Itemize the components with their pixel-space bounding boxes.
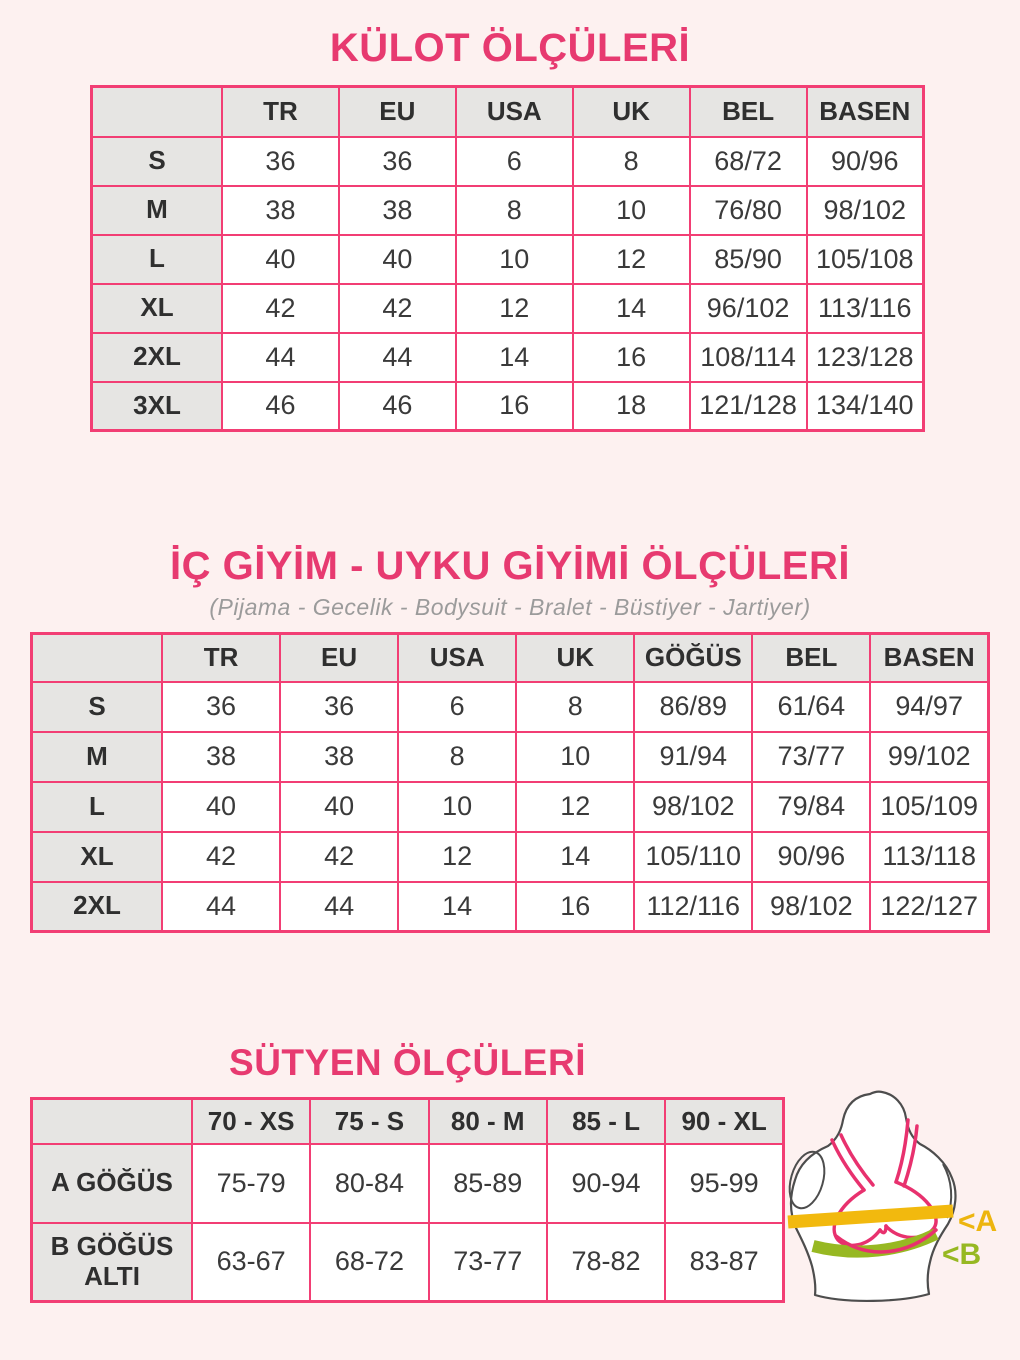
size-cell: 96/102 (690, 284, 807, 333)
size-cell: 42 (222, 284, 339, 333)
size-cell: 90/96 (752, 832, 870, 882)
table-row (32, 832, 989, 882)
size-cell: 8 (398, 732, 516, 782)
size-cell: 94/97 (870, 682, 988, 732)
corner-cell (92, 87, 223, 137)
size-cell: 86/89 (634, 682, 752, 732)
size-cell: 36 (222, 137, 339, 186)
underwear-section-subtitle: (Pijama - Gecelik - Bodysuit - Bralet - Büstiyer - Jartiyer) (209, 594, 811, 620)
size-cell: 46 (339, 382, 456, 431)
table-row (92, 382, 924, 431)
size-cell: 80-84 (310, 1144, 428, 1223)
row-label: L (92, 235, 223, 284)
size-cell: 98/102 (752, 882, 870, 932)
size-cell: 42 (339, 284, 456, 333)
column-header: GÖĞÜS (634, 634, 752, 682)
row-label: 2XL (92, 333, 223, 382)
column-header: 75 - S (310, 1099, 428, 1144)
size-cell: 6 (456, 137, 573, 186)
size-cell: 113/118 (870, 832, 988, 882)
column-header: TR (222, 87, 339, 137)
column-header: BEL (752, 634, 870, 682)
row-label: S (92, 137, 223, 186)
column-header: 70 - XS (192, 1099, 310, 1144)
size-cell: 98/102 (807, 186, 924, 235)
size-cell: 90/96 (807, 137, 924, 186)
table-row (32, 1144, 784, 1223)
size-cell: 85/90 (690, 235, 807, 284)
header-row (92, 87, 924, 137)
size-cell: 6 (398, 682, 516, 732)
table-row (32, 732, 989, 782)
size-cell: 98/102 (634, 782, 752, 832)
size-cell: 105/109 (870, 782, 988, 832)
size-cell: 46 (222, 382, 339, 431)
size-cell: 73/77 (752, 732, 870, 782)
row-label: A GÖĞÜS (32, 1144, 193, 1223)
size-cell: 14 (516, 832, 634, 882)
corner-cell (32, 634, 163, 682)
size-cell: 40 (222, 235, 339, 284)
size-cell: 14 (573, 284, 690, 333)
torso-outline (791, 1092, 956, 1301)
size-cell: 40 (280, 782, 398, 832)
table-row (92, 284, 924, 333)
table-row (32, 682, 989, 732)
size-cell: 38 (222, 186, 339, 235)
column-header: EU (280, 634, 398, 682)
size-cell: 8 (516, 682, 634, 732)
size-cell: 75-79 (192, 1144, 310, 1223)
panties-size-table (90, 85, 925, 432)
underwear-size-table-wrap (30, 632, 990, 933)
row-label: 3XL (92, 382, 223, 431)
column-header: 80 - M (429, 1099, 547, 1144)
label-b: <B (942, 1238, 982, 1271)
size-cell: 108/114 (690, 333, 807, 382)
row-label: XL (32, 832, 163, 882)
size-cell: 105/110 (634, 832, 752, 882)
bra-size-table-wrap (30, 1097, 785, 1303)
size-cell: 113/116 (807, 284, 924, 333)
size-cell: 85-89 (429, 1144, 547, 1223)
column-header: UK (516, 634, 634, 682)
column-header: BEL (690, 87, 807, 137)
size-cell: 10 (456, 235, 573, 284)
panties-section-title: KÜLOT ÖLÇÜLERİ (329, 26, 691, 70)
size-cell: 12 (398, 832, 516, 882)
column-header: USA (398, 634, 516, 682)
size-cell: 134/140 (807, 382, 924, 431)
size-cell: 36 (339, 137, 456, 186)
header-row (32, 1099, 784, 1144)
size-cell: 14 (398, 882, 516, 932)
row-label: 2XL (32, 882, 163, 932)
size-cell: 78-82 (547, 1223, 665, 1302)
row-label: S (32, 682, 163, 732)
size-cell: 42 (280, 832, 398, 882)
size-cell: 68/72 (690, 137, 807, 186)
table-row (92, 186, 924, 235)
size-cell: 10 (516, 732, 634, 782)
size-cell: 44 (162, 882, 280, 932)
size-cell: 36 (280, 682, 398, 732)
size-cell: 61/64 (752, 682, 870, 732)
size-cell: 8 (456, 186, 573, 235)
size-cell: 38 (339, 186, 456, 235)
size-cell: 16 (456, 382, 573, 431)
size-cell: 44 (339, 333, 456, 382)
size-cell: 95-99 (665, 1144, 783, 1223)
row-label: L (32, 782, 163, 832)
size-cell: 79/84 (752, 782, 870, 832)
underwear-size-table (30, 632, 990, 933)
size-cell: 91/94 (634, 732, 752, 782)
header-row (32, 634, 989, 682)
size-cell: 123/128 (807, 333, 924, 382)
size-cell: 38 (280, 732, 398, 782)
size-cell: 12 (516, 782, 634, 832)
size-cell: 14 (456, 333, 573, 382)
column-header: 90 - XL (665, 1099, 783, 1144)
size-cell: 18 (573, 382, 690, 431)
bra-measurement-diagram (786, 1088, 1014, 1316)
underwear-sleepwear-section-title: İÇ GİYİM - UYKU GİYİMİ ÖLÇÜLERİ (170, 544, 850, 588)
size-cell: 40 (162, 782, 280, 832)
size-cell: 105/108 (807, 235, 924, 284)
column-header: EU (339, 87, 456, 137)
size-cell: 112/116 (634, 882, 752, 932)
size-cell: 36 (162, 682, 280, 732)
row-label: M (92, 186, 223, 235)
size-cell: 122/127 (870, 882, 988, 932)
size-cell: 16 (573, 333, 690, 382)
size-cell: 73-77 (429, 1223, 547, 1302)
table-row (32, 1223, 784, 1302)
size-cell: 12 (456, 284, 573, 333)
size-cell: 90-94 (547, 1144, 665, 1223)
size-cell: 63-67 (192, 1223, 310, 1302)
table-row (32, 882, 989, 932)
corner-cell (32, 1099, 193, 1144)
panties-size-table-wrap (90, 85, 925, 432)
size-cell: 10 (573, 186, 690, 235)
size-cell: 42 (162, 832, 280, 882)
column-header: BASEN (807, 87, 924, 137)
column-header: BASEN (870, 634, 988, 682)
size-cell: 76/80 (690, 186, 807, 235)
size-cell: 121/128 (690, 382, 807, 431)
column-header: UK (573, 87, 690, 137)
bra-section-title: SÜTYEN ÖLÇÜLERİ (229, 1042, 586, 1083)
size-cell: 99/102 (870, 732, 988, 782)
row-label: M (32, 732, 163, 782)
size-cell: 44 (222, 333, 339, 382)
table-row (32, 782, 989, 832)
size-cell: 44 (280, 882, 398, 932)
size-cell: 16 (516, 882, 634, 932)
size-cell: 10 (398, 782, 516, 832)
column-header: TR (162, 634, 280, 682)
size-cell: 83-87 (665, 1223, 783, 1302)
row-label: XL (92, 284, 223, 333)
size-cell: 38 (162, 732, 280, 782)
column-header: USA (456, 87, 573, 137)
column-header: 85 - L (547, 1099, 665, 1144)
table-row (92, 137, 924, 186)
bra-size-table (30, 1097, 785, 1303)
size-cell: 68-72 (310, 1223, 428, 1302)
size-cell: 8 (573, 137, 690, 186)
table-row (92, 333, 924, 382)
row-label: B GÖĞÜS ALTI (32, 1223, 193, 1302)
size-cell: 40 (339, 235, 456, 284)
table-row (92, 235, 924, 284)
size-cell: 12 (573, 235, 690, 284)
label-a: <A (958, 1205, 998, 1238)
